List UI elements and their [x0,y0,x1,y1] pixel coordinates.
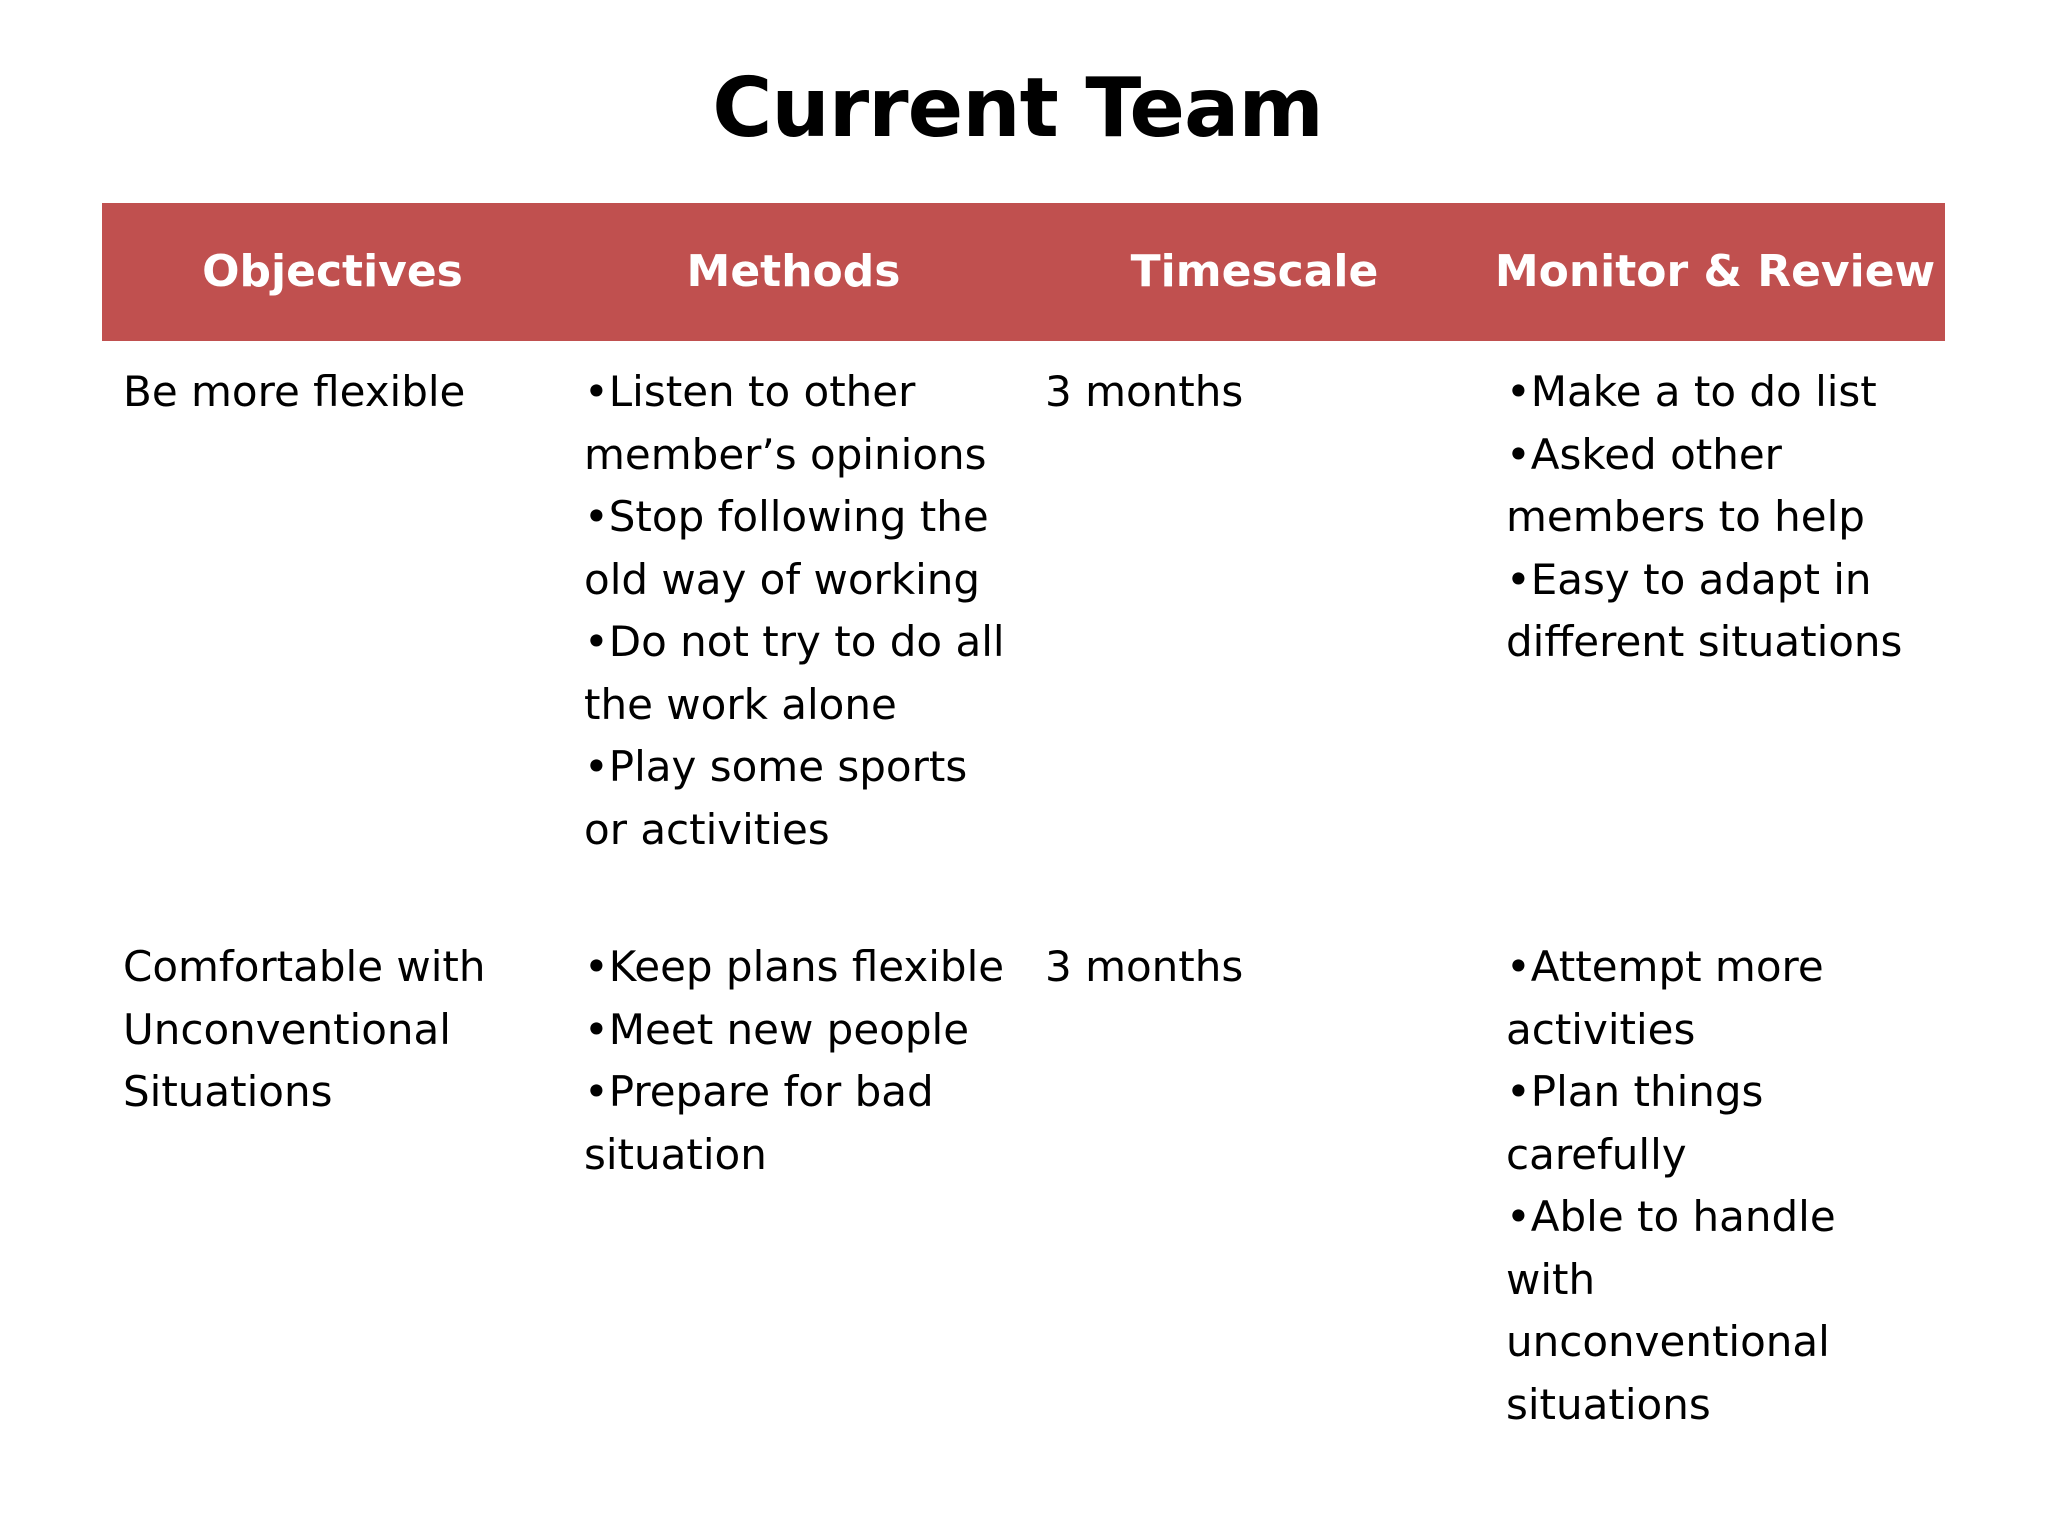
methods-cell [584,936,1004,1186]
cell-line: situations [1506,1379,1711,1429]
objective-cell [123,936,486,1124]
header-objectives: Objectives [202,246,463,297]
cell-line: 3 months [1045,367,1244,416]
header-timescale: Timescale [1130,246,1379,297]
monitor-review-cell [1506,361,1902,674]
cell-line: Comfortable with [123,942,486,991]
cell-line: members to help [1506,492,1865,541]
cell-line: •Stop following the [584,492,989,541]
cell-line: unconventional [1506,1317,1830,1366]
timescale-cell [1045,936,1243,999]
cell-line: or activities [584,804,830,854]
cell-line: •Prepare for bad [584,1067,934,1116]
cell-line: •Keep plans flexible [584,942,1005,991]
cell-line: activities [1506,1004,1696,1054]
cell-line: •Attempt more [1506,942,1824,991]
cell-line: •Meet new people [584,1004,970,1054]
cell-line: different situations [1506,617,1903,666]
methods-cell [584,361,1005,861]
cell-line: •Plan things [1506,1067,1764,1116]
cell-line: Situations [123,1067,333,1116]
table-row [102,341,1945,916]
cell-line: 3 months [1045,942,1244,991]
cell-line: with [1506,1254,1596,1304]
slide-title: Current Team [712,61,1323,156]
timescale-cell [1045,361,1243,424]
cell-line: old way of working [584,554,981,604]
table-row [102,916,1945,1436]
plan-table [102,203,1945,1436]
cell-line: •Asked other [1506,429,1782,479]
cell-line: •Easy to adapt in [1506,554,1872,604]
cell-line: situation [584,1129,767,1179]
header-methods: Methods [686,246,901,297]
cell-line: •Make a to do list [1506,367,1877,416]
cell-line: •Play some sports [584,742,968,791]
cell-line: Unconventional [123,1004,451,1054]
cell-line: •Do not try to do all [584,617,1005,666]
header-monitor-review: Monitor & Review [1494,246,1936,297]
cell-line: •Able to handle [1506,1192,1836,1241]
objective-cell [123,361,465,424]
monitor-review-cell [1506,936,1836,1436]
table-header-row [102,203,1945,341]
cell-line: member’s opinions [584,429,987,479]
cell-line: carefully [1506,1129,1687,1179]
cell-line: •Listen to other [584,367,916,416]
cell-line: the work alone [584,679,897,729]
cell-line: Be more flexible [123,367,466,416]
